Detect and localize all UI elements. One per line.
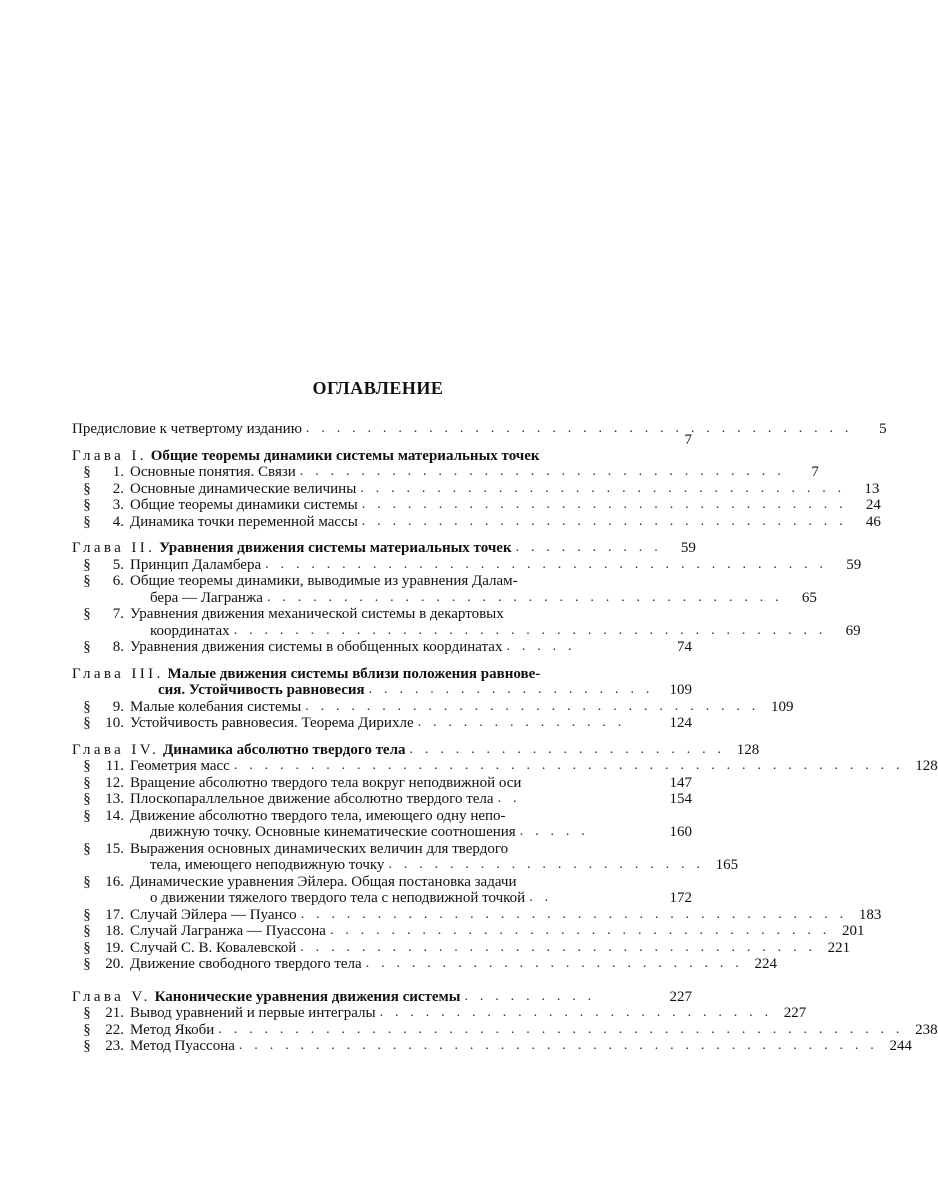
section-sign: § <box>83 923 91 939</box>
leader-dots: . . <box>529 890 553 905</box>
section-entry-16[interactable] <box>72 874 692 891</box>
leader-dots: . . . . . . . . . . . . . . . . . . . . . . . . . <box>365 956 743 971</box>
section-entry-14[interactable] <box>72 808 692 825</box>
chapter-heading-3[interactable] <box>72 666 692 683</box>
section-sign: § <box>83 791 91 807</box>
section-number: 13. <box>105 791 124 807</box>
section-title: Метод Пуассона <box>130 1038 235 1054</box>
page-number: 154 <box>669 791 692 807</box>
section-sign: § <box>83 774 91 791</box>
section-sign: § <box>83 807 91 824</box>
section-entry-17[interactable] <box>72 906 882 924</box>
leader-dots: . . . . . . . . . . . . . . . . . . . . . <box>409 741 726 757</box>
section-number: 4. <box>112 513 124 530</box>
page-number: 24 <box>865 497 881 513</box>
section-title: Плоскопараллельное движение абсолютно твердого тела <box>130 791 494 807</box>
chapter-heading-5[interactable] <box>72 989 692 1006</box>
section-entry-18[interactable] <box>72 923 865 940</box>
toc-entry-preface[interactable] <box>72 421 887 438</box>
section-entry-13[interactable] <box>72 791 692 808</box>
page-number: 244 <box>889 1038 913 1054</box>
leader-dots: . . . . . . . . . . . . . . . . . . . . . . . . . . . . . . . . <box>361 513 847 529</box>
page-number: 183 <box>858 906 882 923</box>
section-number: 15. <box>105 840 124 857</box>
section-title: Малые колебания системы <box>130 698 302 715</box>
leader-dots: . . . . . . . . . . . . . . . . . . . . . . . . . . . . . . . . . . . . . . . . . . . . . <box>218 1021 904 1037</box>
section-entry-21[interactable] <box>72 1005 807 1022</box>
section-sign: § <box>83 497 91 513</box>
section-sign: § <box>83 556 91 573</box>
leader-dots: . . . . . . . . . . . . . . . . . . . <box>368 682 654 697</box>
chapter-title: Малые движения системы вблизи положения равнове- <box>167 665 541 682</box>
page-number: 7 <box>684 431 692 448</box>
section-entry-14-cont[interactable] <box>72 824 692 841</box>
section-title: Уравнения движения механической системы в декартовых <box>130 606 504 622</box>
page-number: 59 <box>846 556 862 573</box>
page-number: 109 <box>669 682 692 698</box>
section-title: Выражения основных динамических величин для твердого <box>130 840 509 857</box>
section-entry-2[interactable] <box>72 480 880 498</box>
section-entry-7-cont[interactable] <box>72 622 861 640</box>
section-entry-1[interactable] <box>72 464 819 481</box>
section-number: 3. <box>112 497 124 513</box>
section-entry-6-cont[interactable] <box>72 589 817 607</box>
page-number: 227 <box>669 988 692 1005</box>
section-sign: § <box>83 840 91 857</box>
section-title: Принцип Даламбера <box>130 556 262 573</box>
section-sign: § <box>83 1038 91 1054</box>
leader-dots: . . . . . . . . . . . . . . <box>417 715 626 730</box>
chapter-heading-2[interactable] <box>72 540 696 557</box>
section-title: Случай С. В. Ковалевской <box>130 939 297 956</box>
leader-dots: . . . . . . . . . . . . . . . . . . . . . . . . . . . . . . . . . . . . . . . <box>233 622 827 638</box>
section-title: Устойчивость равновесия. Теорема Дирихле <box>130 715 414 731</box>
section-title-cont: движную точку. Основные кинематические соотношения <box>150 824 516 840</box>
section-sign: § <box>83 513 91 530</box>
page-number: 69 <box>845 622 861 639</box>
section-entry-8[interactable] <box>72 639 692 656</box>
leader-dots: . . . . . . . . . <box>464 988 596 1004</box>
section-sign: § <box>83 906 91 923</box>
section-title: Динамические уравнения Эйлера. Общая постановка задачи <box>130 873 517 890</box>
page-number: 59 <box>680 540 696 556</box>
section-sign: § <box>83 606 91 622</box>
chapter-heading-3-cont[interactable] <box>72 682 692 699</box>
section-number: 20. <box>105 956 124 972</box>
section-title: Метод Якоби <box>130 1021 215 1038</box>
chapter-label: Глава IV. <box>72 741 160 758</box>
page-number: 160 <box>669 824 692 840</box>
section-title: Общие теоремы динамики системы <box>130 497 358 513</box>
section-title: Основные динамические величины <box>130 480 357 497</box>
page-number: 13 <box>864 480 880 497</box>
section-entry-12[interactable] <box>72 775 692 792</box>
section-title-cont: координатах <box>150 622 230 639</box>
section-sign: § <box>83 715 91 731</box>
section-title-cont: тела, имеющего неподвижную точку <box>150 857 385 873</box>
section-entry-9[interactable] <box>72 698 794 716</box>
chapter-title-cont: сия. Устойчивость равновесия <box>158 682 365 698</box>
section-entry-22[interactable] <box>72 1021 938 1039</box>
leader-dots: . . . . . <box>506 639 576 654</box>
page-number: 224 <box>754 956 777 972</box>
chapter-title: Уравнения движения системы материальных точек <box>159 540 512 556</box>
section-number: 18. <box>105 923 124 939</box>
leader-dots: . . . . . . . . . . . . . . . . . . . . . <box>388 857 705 872</box>
leader-dots: . . . . . . . . . . . . . . . . . . . . . . . . . . . . . . . . <box>361 497 847 512</box>
section-number: 2. <box>112 480 124 497</box>
section-entry-16-cont[interactable] <box>72 890 692 907</box>
page-number: 238 <box>915 1021 938 1038</box>
section-sign: § <box>83 758 91 774</box>
chapter-label: Глава I. <box>72 447 147 464</box>
page-number: 227 <box>783 1005 807 1021</box>
section-title: Вывод уравнений и первые интегралы <box>130 1005 376 1021</box>
section-title: Общие теоремы динамики, выводимые из уравнения Далам- <box>130 573 518 589</box>
section-entry-10[interactable] <box>72 715 692 732</box>
page-number: 172 <box>669 890 692 906</box>
section-title: Движение абсолютно твердого тела, имеющего одну непо- <box>130 807 506 824</box>
page-number: 201 <box>841 923 865 939</box>
chapter-title: Канонические уравнения движения системы <box>154 988 461 1005</box>
section-entry-23[interactable] <box>72 1038 913 1055</box>
section-number: 6. <box>112 573 124 589</box>
leader-dots: . . . . . . . . . . . . . . . . . . . . . . . . . . . . . . . . . . <box>266 589 783 605</box>
table-of-contents <box>72 421 938 1055</box>
section-entry-5[interactable] <box>72 556 862 574</box>
section-number: 12. <box>105 774 124 791</box>
section-number: 9. <box>112 698 124 715</box>
section-number: 14. <box>105 807 124 824</box>
section-sign: § <box>83 873 91 890</box>
section-entry-19[interactable] <box>72 939 851 957</box>
section-title: Движение свободного твердого тела <box>130 956 362 972</box>
section-entry-4[interactable] <box>72 513 881 531</box>
chapter-label: Глава V. <box>72 988 151 1005</box>
leader-dots: . . . . . . . . . . . . . . . . . . . . . . . . . . . . . . <box>305 698 760 714</box>
page-number: 128 <box>736 741 760 758</box>
section-number: 8. <box>112 639 124 655</box>
section-number: 11. <box>105 758 124 774</box>
section-title: Случай Эйлера — Пуансо <box>130 906 297 923</box>
page-number: 5 <box>879 421 887 437</box>
section-number: 7. <box>112 606 124 622</box>
section-title: Вращение абсолютно твердого тела вокруг неподвижной оси <box>130 774 522 791</box>
section-entry-20[interactable] <box>72 956 777 973</box>
section-number: 16. <box>105 873 124 890</box>
section-title: Основные понятия. Связи <box>130 464 296 480</box>
section-number: 1. <box>112 464 124 480</box>
leader-dots: . . . . . . . . . . . . . . . . . . . . . . . . . . . . . . . . . <box>329 923 831 938</box>
leader-dots: . . . . . . . . . . . . . . . . . . . . . . . . . . . . . . . . . . <box>300 939 817 955</box>
section-number: 10. <box>105 715 124 731</box>
page-number: 7 <box>811 464 819 480</box>
section-entry-15-cont[interactable] <box>72 857 739 874</box>
section-title: Динамика точки переменной массы <box>130 513 358 530</box>
page-number: 147 <box>669 774 692 791</box>
section-title: Уравнения движения системы в обобщенных координатах <box>130 639 503 655</box>
section-title: Случай Лагранжа — Пуассона <box>130 923 326 939</box>
page-number: 46 <box>865 513 881 530</box>
section-number: 5. <box>112 556 124 573</box>
section-sign: § <box>83 464 91 480</box>
leader-dots: . . . . . . . . . . . . . . . . . . . . . . . . . . . . . . . . . . . . <box>305 421 853 436</box>
section-sign: § <box>83 573 91 589</box>
chapter-heading-4[interactable] <box>72 741 760 759</box>
section-number: 22. <box>105 1021 124 1038</box>
leader-dots: . . . . . . . . . . . . . . . . . . . . . . . . . . . . . . . . . . . . . . . . . . <box>238 1038 879 1053</box>
page-title: ОГЛАВЛЕНИЕ <box>312 378 444 398</box>
section-number: 23. <box>105 1038 124 1054</box>
section-number: 19. <box>105 939 124 956</box>
section-sign: § <box>83 939 91 956</box>
entry-text: Предисловие к четвертому изданию <box>72 421 302 437</box>
leader-dots: . . . . . <box>519 824 590 839</box>
leader-dots: . . . . . . . . . . . . . . . . . . . . . . . . . . . . . . . . <box>360 480 846 496</box>
chapter-label: Глава II. <box>72 540 156 556</box>
section-entry-6[interactable] <box>72 573 692 590</box>
page-number: 128 <box>915 758 938 774</box>
leader-dots: . . . . . . . . . . . . . . . . . . . . . . . . . . <box>379 1005 773 1020</box>
chapter-label: Глава III. <box>72 665 164 682</box>
leader-dots: . . . . . . . . . . <box>515 540 662 555</box>
chapter-title: Общие теоремы динамики системы материальных точек <box>150 447 540 464</box>
section-entry-11[interactable] <box>72 758 938 775</box>
section-sign: § <box>83 639 91 655</box>
section-title-cont: бера — Лагранжа <box>150 589 263 606</box>
section-sign: § <box>83 1005 91 1021</box>
page-number: 65 <box>801 589 817 606</box>
leader-dots: . . . . . . . . . . . . . . . . . . . . . . . . . . . . . . . . . . . . . . . . . . . . <box>233 758 904 773</box>
section-title-cont: о движении тяжелого твердого тела с неподвижной точкой <box>150 890 526 906</box>
section-entry-7[interactable] <box>72 606 692 623</box>
section-number: 17. <box>105 906 124 923</box>
leader-dots: . . . . . . . . . . . . . . . . . . . . . . . . . . . . . . . . <box>299 464 785 479</box>
section-sign: § <box>83 956 91 972</box>
leader-dots: . . . . . . . . . . . . . . . . . . . . . . . . . . . . . . . . . . . . . <box>265 556 828 572</box>
section-sign: § <box>83 1021 91 1038</box>
section-sign: § <box>83 698 91 715</box>
page-number: 165 <box>715 857 739 873</box>
section-entry-15[interactable] <box>72 841 692 858</box>
chapter-heading-1[interactable] <box>72 431 692 465</box>
leader-dots: . . . . . . . . . . . . . . . . . . . . . . . . . . . . . . . . . . . . <box>300 906 848 922</box>
section-entry-3[interactable] <box>72 497 881 514</box>
section-title: Геометрия масс <box>130 758 230 774</box>
page-number: 221 <box>827 939 851 956</box>
chapter-title: Динамика абсолютно твердого тела <box>162 741 406 758</box>
section-number: 21. <box>105 1005 124 1021</box>
section-sign: § <box>83 480 91 497</box>
page-number: 124 <box>669 715 692 731</box>
page-number: 109 <box>771 698 794 715</box>
leader-dots: . . <box>497 791 521 806</box>
page-number: 74 <box>677 639 692 655</box>
